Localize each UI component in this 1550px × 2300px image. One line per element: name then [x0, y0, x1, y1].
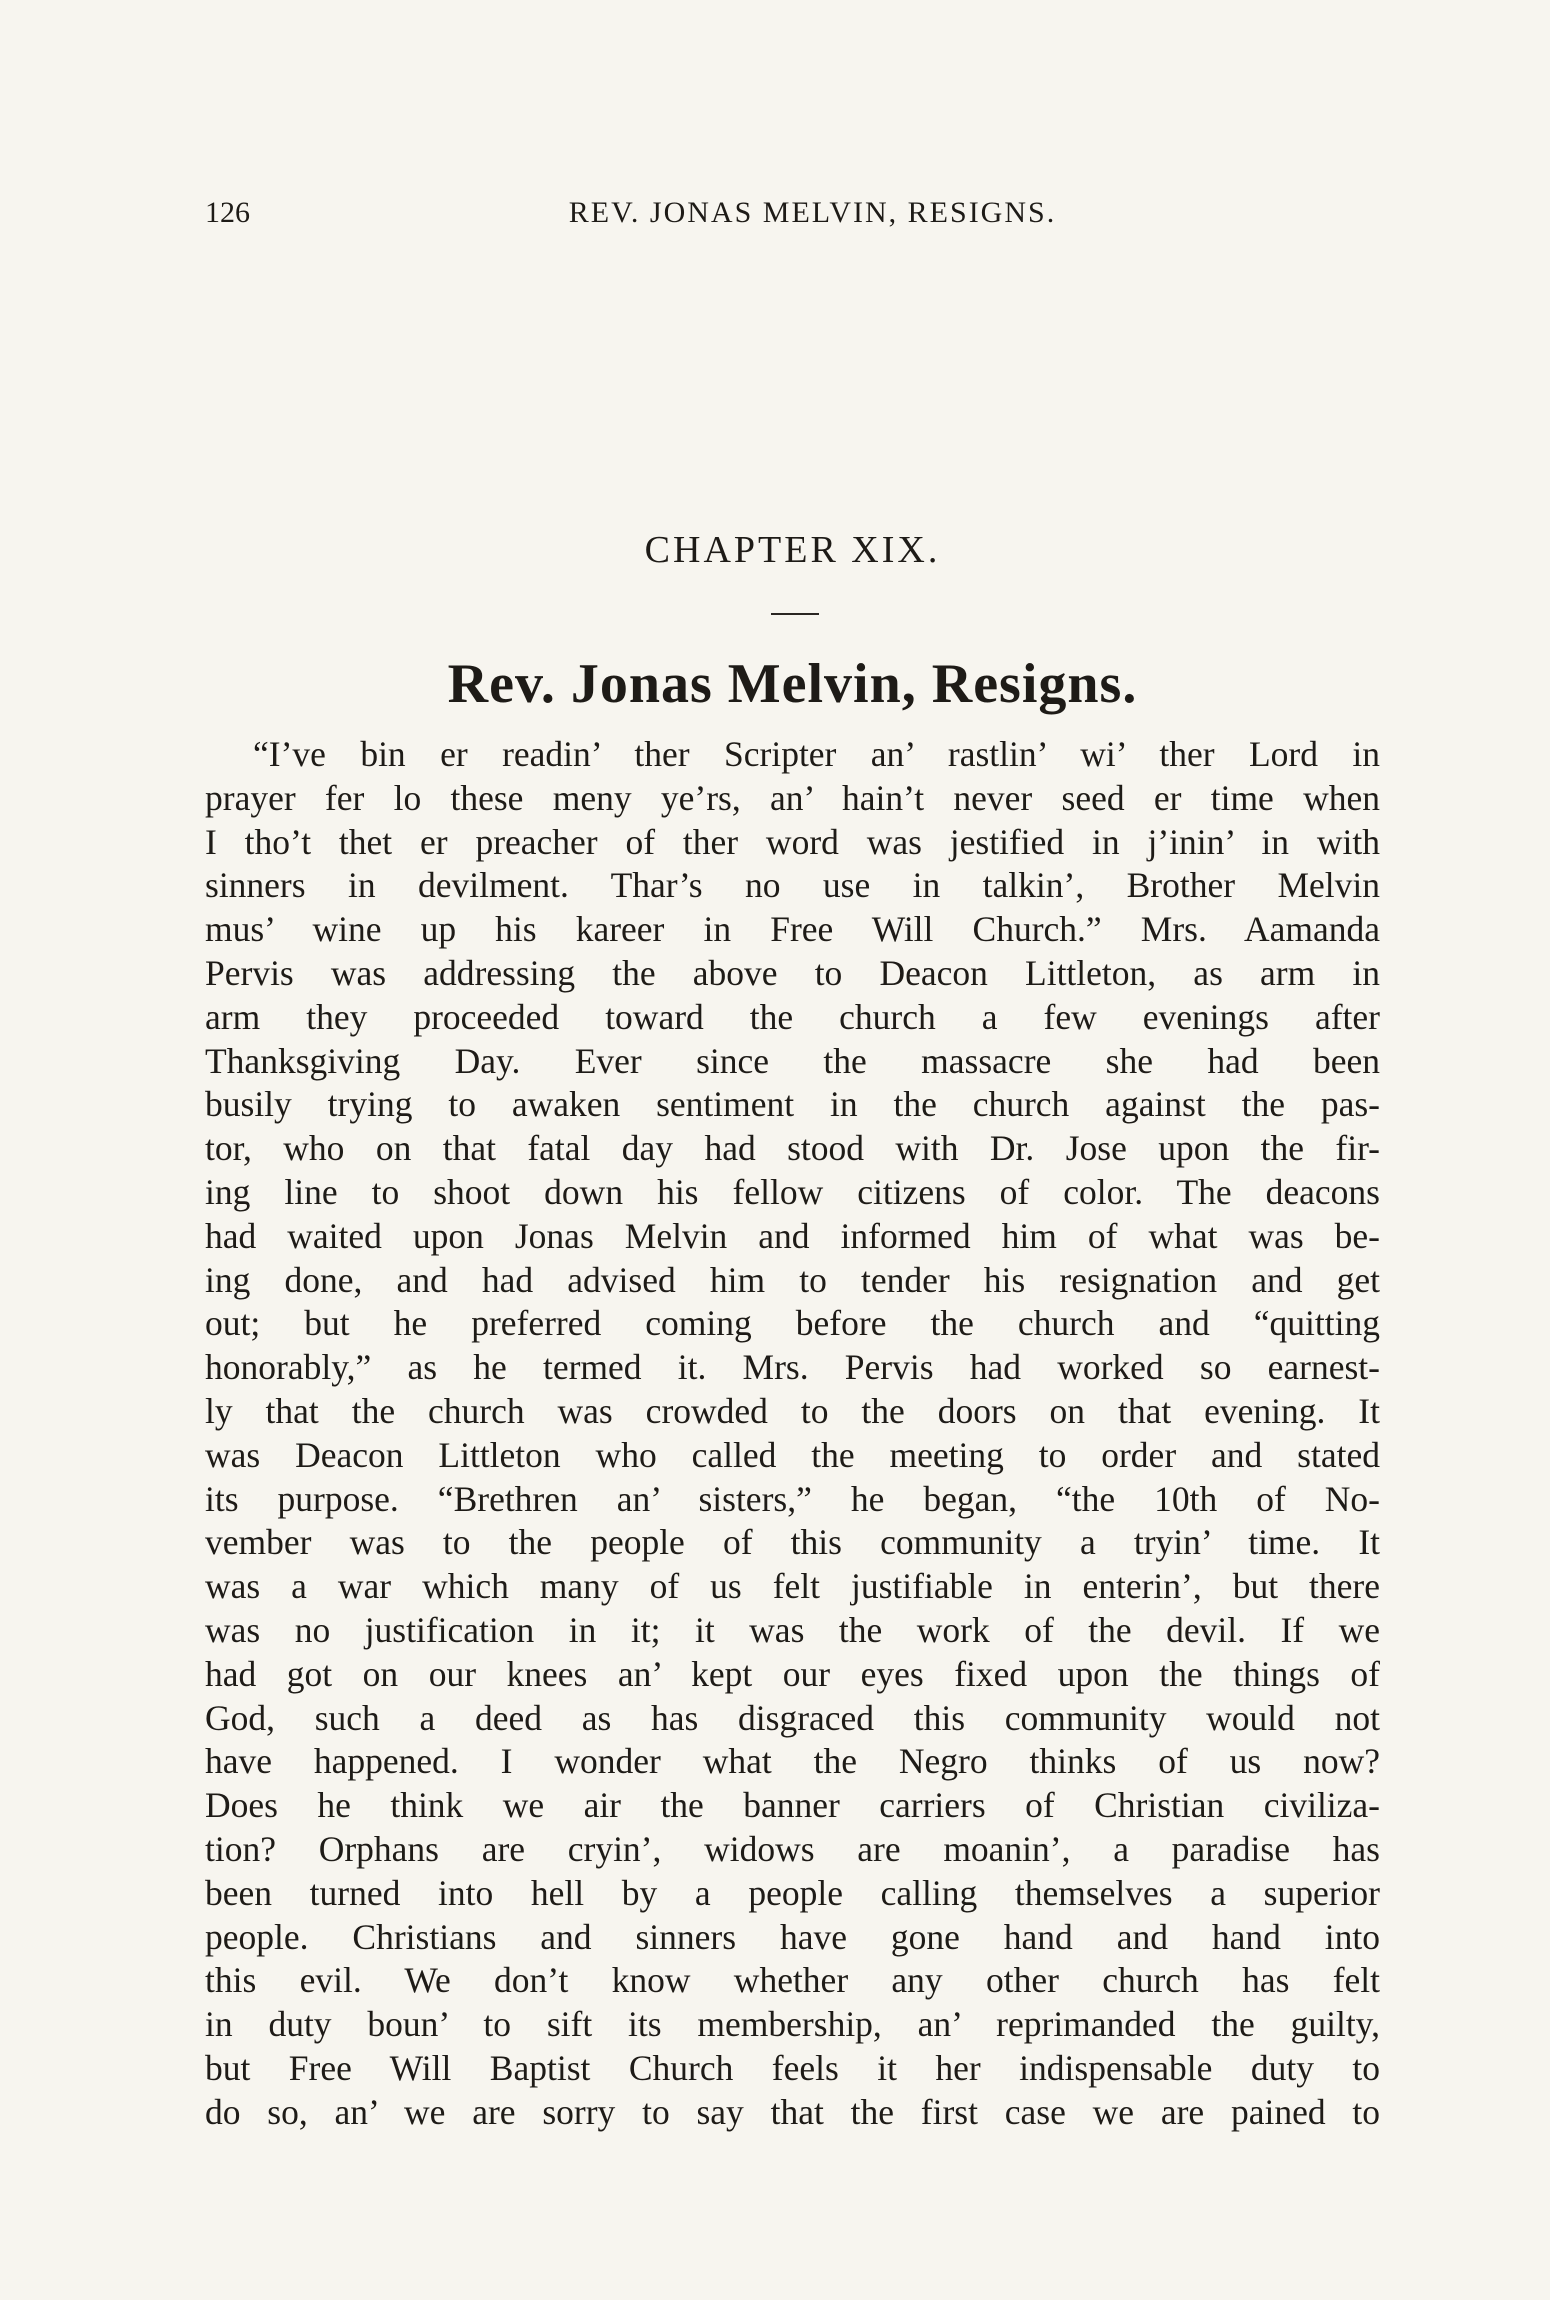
text-line: busily trying to awaken sentiment in the church against the pas-: [205, 1084, 1380, 1125]
text-line: tion? Orphans are cryin’, widows are moanin’, a paradise has: [205, 1828, 1380, 1869]
text-line: arm they proceeded toward the church a few evenings after: [205, 996, 1380, 1037]
text-line: ing line to shoot down his fellow citizens of color. The deacons: [205, 1171, 1380, 1212]
text-line: its purpose. “Brethren an’ sisters,” he began, “the 10th of No-: [205, 1478, 1380, 1519]
text-line: prayer fer lo these meny ye’rs, an’ hain’t never seed er time when: [205, 777, 1380, 818]
body-text: [205, 733, 1380, 2135]
text-line: tor, who on that fatal day had stood with Dr. Jose upon the fir-: [205, 1128, 1380, 1169]
text-line: sinners in devilment. Thar’s no use in talkin’, Brother Melvin: [205, 865, 1380, 906]
page-number: 126: [205, 196, 250, 229]
text-line: honorably,” as he termed it. Mrs. Pervis had worked so earnest-: [205, 1347, 1380, 1388]
text-line: was Deacon Littleton who called the meeting to order and stated: [205, 1434, 1380, 1475]
text-line: ing done, and had advised him to tender his resignation and get: [205, 1259, 1380, 1300]
text-line: have happened. I wonder what the Negro thinks of us now?: [205, 1741, 1380, 1782]
text-line: Thanksgiving Day. Ever since the massacre she had been: [205, 1040, 1380, 1081]
running-head: [205, 196, 1380, 236]
text-line: this evil. We don’t know whether any other church has felt: [205, 1960, 1380, 2001]
text-line: Pervis was addressing the above to Deacon Littleton, as arm in: [205, 952, 1380, 993]
text-line: God, such a deed as has disgraced this community would not: [205, 1697, 1380, 1738]
text-line: had waited upon Jonas Melvin and informed him of what was be-: [205, 1215, 1380, 1256]
running-head-title: REV. JONAS MELVIN, RESIGNS.: [568, 196, 1057, 229]
text-line: had got on our knees an’ kept our eyes fixed upon the things of: [205, 1653, 1380, 1694]
text-line: was a war which many of us felt justifiable in enterin’, but there: [205, 1566, 1380, 1607]
text-line: I tho’t thet er preacher of ther word was jestified in j’inin’ in with: [205, 821, 1380, 862]
text-line: Does he think we air the banner carriers of Christian civiliza-: [205, 1785, 1380, 1826]
text-line: “I’ve bin er readin’ ther Scripter an’ rastlin’ wi’ ther Lord in: [253, 734, 1380, 774]
text-line: but Free Will Baptist Church feels it her indispensable duty to: [205, 2047, 1380, 2088]
chapter-title: Rev. Jonas Melvin, Resigns.: [447, 653, 1138, 715]
text-line: people. Christians and sinners have gone hand and hand into: [205, 1916, 1380, 1957]
text-line: ly that the church was crowded to the doors on that evening. It: [205, 1390, 1380, 1431]
text-line: do so, an’ we are sorry to say that the first case we are pained to: [205, 2091, 1380, 2132]
text-line: mus’ wine up his kareer in Free Will Church.” Mrs. Aamanda: [205, 909, 1380, 950]
text-line: was no justification in it; it was the work of the devil. If we: [205, 1609, 1380, 1650]
text-line: been turned into hell by a people calling themselves a superior: [205, 1872, 1380, 1913]
text-line: out; but he preferred coming before the church and “quitting: [205, 1303, 1380, 1344]
chapter-number: CHAPTER XIX.: [644, 529, 941, 571]
chapter-divider: [771, 613, 819, 615]
text-line: in duty boun’ to sift its membership, an’ reprimanded the guilty,: [205, 2004, 1380, 2045]
text-line: vember was to the people of this community a tryin’ time. It: [205, 1522, 1380, 1563]
